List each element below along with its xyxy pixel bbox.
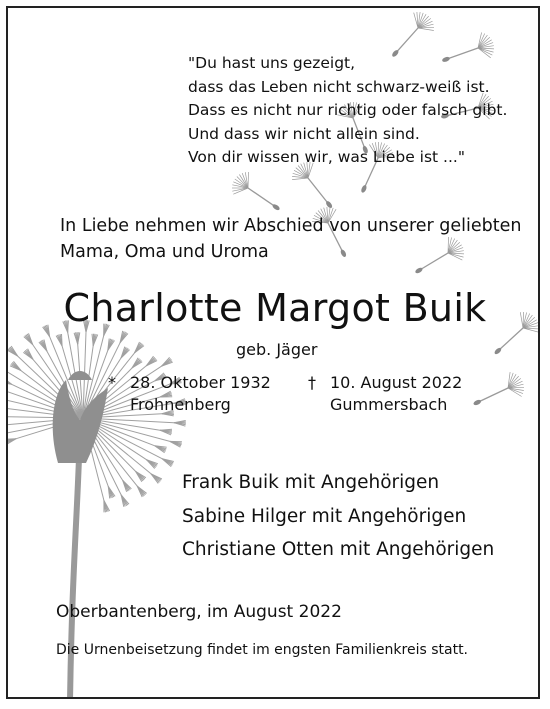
location-date: Oberbantenberg, im August 2022 <box>56 602 342 622</box>
quote-line: Von dir wissen wir, was Liebe ist ..." <box>188 148 465 166</box>
intro-line: In Liebe nehmen wir Abschied von unserer geliebten <box>60 216 522 236</box>
mourner: Frank Buik mit Angehörigen <box>182 472 440 493</box>
mourners-list <box>182 466 494 567</box>
death-place: Gummersbach <box>330 395 448 414</box>
intro-line: Mama, Oma und Uroma <box>60 242 269 262</box>
flying-seed <box>232 172 281 211</box>
flying-seed <box>473 372 524 406</box>
birth-star-icon: * <box>108 373 116 392</box>
birth-date: 28. Oktober 1932 <box>130 373 271 392</box>
birth-name: geb. Jäger <box>236 340 318 359</box>
birth-place: Frohnenberg <box>130 395 231 414</box>
quote-line: Dass es nicht nur richtig oder falsch gibt. <box>188 101 508 119</box>
quote-line: dass das Leben nicht schwarz-weiß ist. <box>188 77 490 96</box>
mourner: Sabine Hilger mit Angehörigen <box>182 505 467 527</box>
mourner: Christiane Otten mit Angehörigen <box>182 539 495 560</box>
birth-info <box>108 372 271 416</box>
obituary-card <box>6 6 540 699</box>
death-date: 10. August 2022 <box>330 373 463 392</box>
farewell-intro <box>60 213 522 265</box>
flying-seed <box>391 12 434 58</box>
memorial-quote <box>188 52 507 170</box>
funeral-notice: Die Urnenbeisetzung findet im engsten Familienkreis statt. <box>56 642 469 658</box>
quote-line: Und dass wir nicht allein sind. <box>188 124 420 143</box>
deceased-name: Charlotte Margot Buik <box>63 286 487 330</box>
death-cross-icon: † <box>308 373 316 392</box>
quote-line: "Du hast uns gezeigt, <box>188 54 356 72</box>
death-info <box>308 372 462 416</box>
